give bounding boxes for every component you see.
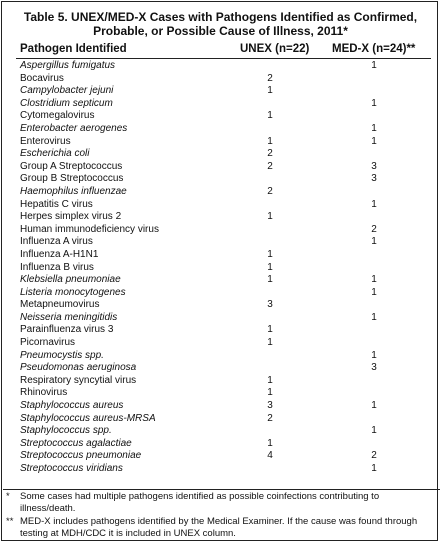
pathogen-name: Campylobacter jejuni	[20, 85, 114, 97]
title-line-2: Probable, or Possible Cause of Illness, 2011*	[93, 24, 348, 38]
pathogen-name: Respiratory syncytial virus	[20, 374, 137, 386]
unex-count: 1	[267, 337, 273, 349]
header-divider	[16, 58, 431, 59]
medx-count: 1	[371, 286, 377, 298]
medx-count: 3	[371, 173, 377, 185]
footnote-text: Some cases had multiple pathogens identified as possible coinfections contributing to illness/death.	[20, 491, 380, 514]
table-row	[2, 463, 439, 476]
table-row	[2, 425, 439, 438]
pathogen-name: Staphylococcus aureus	[20, 400, 124, 412]
pathogen-name: Aspergillus fumigatus	[20, 60, 116, 71]
pathogen-name: Influenza A-H1N1	[20, 248, 99, 260]
footnote	[2, 491, 439, 515]
header-pathogen: Pathogen Identified	[20, 43, 127, 55]
pathogen-name: Klebsiella pneumoniae	[20, 274, 121, 286]
pathogen-name: Parainfluenza virus 3	[20, 324, 114, 336]
pathogen-name: Picornavirus	[20, 337, 76, 349]
pathogen-name: Escherichia coli	[20, 148, 90, 160]
unex-count: 1	[267, 261, 273, 273]
table-row	[2, 387, 439, 400]
pathogen-name: Cytomegalovirus	[20, 110, 95, 122]
table-row	[2, 450, 439, 463]
table-row	[2, 337, 439, 350]
header-unex: UNEX (n=22)	[240, 43, 310, 55]
table-body	[2, 60, 439, 476]
pathogen-name: Pseudomonas aeruginosa	[20, 362, 137, 374]
table-row	[2, 274, 439, 287]
medx-count: 1	[371, 97, 377, 109]
medx-count: 1	[371, 400, 377, 412]
unex-count: 1	[267, 324, 273, 336]
unex-count: 1	[267, 248, 273, 260]
table-row	[2, 236, 439, 249]
pathogen-name: Streptococcus pneumoniae	[20, 450, 142, 462]
table-row	[2, 199, 439, 212]
pathogen-name: Staphylococcus aureus-MRSA	[20, 412, 156, 424]
table-row	[2, 400, 439, 413]
pathogen-name: Rhinovirus	[20, 387, 68, 399]
medx-count: 1	[371, 60, 377, 71]
medx-count: 3	[371, 362, 377, 374]
unex-count: 1	[267, 135, 273, 147]
medx-count: 1	[371, 236, 377, 248]
table-row	[2, 161, 439, 174]
table-row	[2, 324, 439, 337]
table-row	[2, 362, 439, 375]
table-row	[2, 249, 439, 262]
unex-count: 1	[267, 374, 273, 386]
table-row	[2, 287, 439, 300]
table-row	[2, 375, 439, 388]
pathogen-name: Human immunodeficiency virus	[20, 223, 159, 235]
medx-count: 1	[371, 425, 377, 437]
pathogen-name: Pneumocystis spp.	[20, 349, 104, 361]
table-row	[2, 173, 439, 186]
unex-count: 1	[267, 85, 273, 97]
footnote-divider	[3, 489, 440, 490]
unex-count: 3	[267, 299, 273, 311]
table-row	[2, 312, 439, 325]
medx-count: 1	[371, 311, 377, 323]
unex-count: 2	[267, 185, 273, 197]
unex-count: 2	[267, 412, 273, 424]
header-medx: MED-X (n=24)**	[332, 43, 416, 55]
table-row	[2, 85, 439, 98]
medx-count: 1	[371, 135, 377, 147]
medx-count: 1	[371, 349, 377, 361]
table-row	[2, 73, 439, 86]
unex-count: 2	[267, 148, 273, 160]
table-row	[2, 136, 439, 149]
unex-count: 2	[267, 72, 273, 84]
pathogen-name: Haemophilus influenzae	[20, 185, 127, 197]
footnote-mark: **	[6, 516, 14, 527]
table-title	[2, 10, 439, 38]
pathogen-name: Herpes simplex virus 2	[20, 211, 122, 223]
table-row	[2, 110, 439, 123]
footnote	[2, 516, 439, 540]
unex-count: 3	[267, 400, 273, 412]
pathogen-name: Listeria monocytogenes	[20, 286, 126, 298]
footnote-mark: *	[6, 491, 10, 502]
medx-count: 1	[371, 122, 377, 134]
pathogen-name: Metapneumovirus	[20, 299, 100, 311]
pathogen-name: Hepatitis C virus	[20, 198, 93, 210]
table-row	[2, 186, 439, 199]
table-row	[2, 350, 439, 363]
medx-count: 1	[371, 274, 377, 286]
unex-count: 1	[267, 437, 273, 449]
pathogen-name: Bocavirus	[20, 72, 64, 84]
table-row	[2, 98, 439, 111]
table-row	[2, 60, 439, 73]
unex-count: 1	[267, 387, 273, 399]
table-row	[2, 299, 439, 312]
unex-count: 1	[267, 211, 273, 223]
unex-count: 1	[267, 110, 273, 122]
table-row	[2, 211, 439, 224]
pathogen-name: Influenza B virus	[20, 261, 94, 273]
medx-count: 3	[371, 160, 377, 172]
pathogen-name: Streptococcus agalactiae	[20, 437, 132, 449]
table-row	[2, 148, 439, 161]
medx-count: 2	[371, 450, 377, 462]
title-line-1: Table 5. UNEX/MED-X Cases with Pathogens Identified as Confirmed,	[23, 10, 418, 24]
pathogen-name: Influenza A virus	[20, 236, 93, 248]
unex-count: 1	[267, 274, 273, 286]
medx-count: 2	[371, 223, 377, 235]
unex-count: 4	[267, 450, 273, 462]
footnote-text: MED-X includes pathogens identified by the Medical Examiner. If the cause was found through testing at MDH/CDC it is included in UNEX column.	[20, 516, 418, 539]
pathogen-name: Group B Streptococcus	[20, 173, 124, 185]
pathogen-name: Clostridium septicum	[20, 97, 113, 109]
unex-count: 2	[267, 160, 273, 172]
footnotes	[2, 491, 439, 541]
table-frame	[1, 1, 438, 541]
pathogen-name: Neisseria meningitidis	[20, 311, 118, 323]
pathogen-name: Enterovirus	[20, 135, 71, 147]
pathogen-name: Enterobacter aerogenes	[20, 122, 128, 134]
table-row	[2, 438, 439, 451]
table-row	[2, 262, 439, 275]
table-row	[2, 224, 439, 237]
table-row	[2, 123, 439, 136]
pathogen-name: Streptococcus viridians	[20, 463, 123, 474]
medx-count: 1	[371, 463, 377, 474]
pathogen-name: Staphylococcus spp.	[20, 425, 112, 437]
table-header	[2, 43, 439, 59]
medx-count: 1	[371, 198, 377, 210]
table-row	[2, 413, 439, 426]
pathogen-name: Group A Streptococcus	[20, 160, 123, 172]
